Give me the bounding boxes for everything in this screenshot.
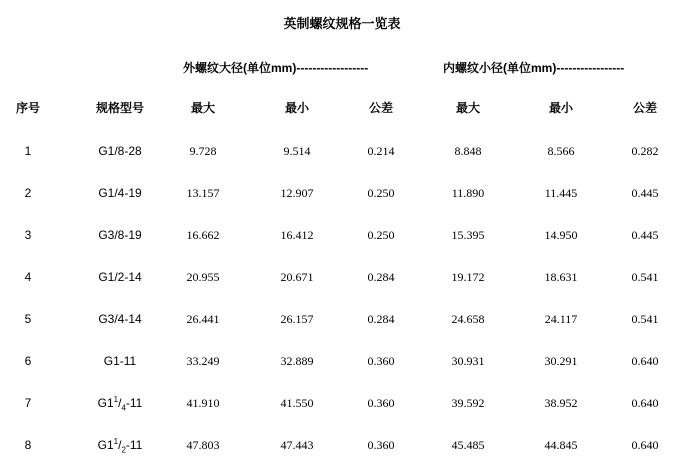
row-spec: G1-11 bbox=[103, 354, 137, 368]
row-outer-tolerance: 0.214 bbox=[367, 144, 395, 158]
row-outer-max: 33.249 bbox=[186, 354, 220, 368]
row-inner-tolerance: 0.541 bbox=[631, 270, 659, 284]
row-inner-tolerance: 0.640 bbox=[631, 396, 659, 410]
spec-fraction-denominator: 2 bbox=[121, 445, 126, 455]
row-inner-min: 11.445 bbox=[544, 186, 578, 200]
page-title: 英制螺纹规格一览表 bbox=[283, 16, 401, 31]
row-outer-max: 47.803 bbox=[186, 438, 220, 452]
row-no: 4 bbox=[24, 270, 32, 284]
row-inner-min: 24.117 bbox=[544, 312, 578, 326]
row-inner-max: 30.931 bbox=[451, 354, 485, 368]
row-inner-max: 24.658 bbox=[451, 312, 485, 326]
row-outer-tolerance: 0.250 bbox=[367, 186, 395, 200]
table-row bbox=[0, 354, 684, 370]
row-inner-max: 19.172 bbox=[451, 270, 485, 284]
header-inner-min: 最小 bbox=[548, 101, 573, 115]
table-row bbox=[0, 270, 684, 286]
row-spec: G1/8-28 bbox=[98, 144, 142, 158]
row-outer-min: 32.889 bbox=[280, 354, 314, 368]
row-outer-max: 41.910 bbox=[186, 396, 220, 410]
table-row bbox=[0, 186, 684, 202]
header-inner-max: 最大 bbox=[455, 101, 480, 115]
table-row bbox=[0, 438, 684, 454]
row-inner-tolerance: 0.640 bbox=[631, 354, 659, 368]
spec-fraction-numerator: 1 bbox=[113, 395, 119, 404]
row-inner-min: 30.291 bbox=[544, 354, 578, 368]
row-outer-min: 41.550 bbox=[280, 396, 314, 410]
row-inner-min: 38.952 bbox=[544, 396, 578, 410]
spec-fraction-numerator: 1 bbox=[113, 437, 119, 446]
table-row bbox=[0, 144, 684, 160]
row-inner-max: 39.592 bbox=[451, 396, 485, 410]
row-outer-max: 9.728 bbox=[189, 144, 217, 158]
row-outer-tolerance: 0.360 bbox=[367, 438, 395, 452]
header-no: 序号 bbox=[15, 101, 40, 115]
row-outer-min: 26.157 bbox=[280, 312, 314, 326]
spec-main: G1 bbox=[97, 396, 114, 410]
row-no: 8 bbox=[24, 438, 32, 452]
row-outer-max: 16.662 bbox=[186, 228, 220, 242]
row-outer-tolerance: 0.360 bbox=[367, 396, 395, 410]
table-row bbox=[0, 228, 684, 244]
row-outer-min: 20.671 bbox=[280, 270, 314, 284]
row-inner-max: 8.848 bbox=[454, 144, 482, 158]
row-outer-max: 20.955 bbox=[186, 270, 220, 284]
row-spec: G3/8-19 bbox=[98, 228, 142, 242]
header-outer-max: 最大 bbox=[190, 101, 215, 115]
row-inner-min: 14.950 bbox=[544, 228, 578, 242]
row-inner-max: 15.395 bbox=[451, 228, 485, 242]
spec-thread-count: -11 bbox=[125, 396, 143, 410]
row-outer-max: 26.441 bbox=[186, 312, 220, 326]
row-no: 5 bbox=[24, 312, 32, 326]
header-outer-tolerance: 公差 bbox=[368, 101, 393, 115]
row-no: 3 bbox=[24, 228, 32, 242]
row-spec: $G1^1/_4-11$ bbox=[97, 395, 143, 413]
row-outer-min: 16.412 bbox=[280, 228, 314, 242]
row-outer-tolerance: 0.284 bbox=[367, 312, 395, 326]
row-inner-max: 11.890 bbox=[451, 186, 485, 200]
row-no: 1 bbox=[24, 144, 32, 158]
row-outer-tolerance: 0.250 bbox=[367, 228, 395, 242]
row-inner-tolerance: 0.445 bbox=[631, 228, 659, 242]
header-outer-min: 最小 bbox=[284, 101, 309, 115]
row-outer-min: 12.907 bbox=[280, 186, 314, 200]
row-inner-tolerance: 0.282 bbox=[631, 144, 659, 158]
outer-diameter-group-header: 外螺纹大径(单位mm)------------------ bbox=[183, 61, 369, 75]
table-row bbox=[0, 312, 684, 328]
table-row bbox=[0, 396, 684, 412]
row-inner-max: 45.485 bbox=[451, 438, 485, 452]
spec-thread-count: -11 bbox=[125, 438, 143, 452]
spec-fraction-denominator: 4 bbox=[121, 403, 126, 413]
header-inner-tolerance: 公差 bbox=[632, 101, 657, 115]
header-spec: 规格型号 bbox=[95, 101, 144, 115]
row-no: 2 bbox=[24, 186, 32, 200]
row-outer-max: 13.157 bbox=[186, 186, 220, 200]
row-inner-tolerance: 0.541 bbox=[631, 312, 659, 326]
row-no: 7 bbox=[24, 396, 32, 410]
row-spec: G3/4-14 bbox=[98, 312, 142, 326]
spec-main: G1 bbox=[97, 438, 114, 452]
row-outer-min: 9.514 bbox=[283, 144, 311, 158]
row-inner-tolerance: 0.445 bbox=[631, 186, 659, 200]
row-spec: G1/4-19 bbox=[98, 186, 142, 200]
row-inner-min: 18.631 bbox=[544, 270, 578, 284]
row-spec: $G1^1/_2-11$ bbox=[97, 437, 143, 455]
row-inner-tolerance: 0.640 bbox=[631, 438, 659, 452]
row-outer-min: 47.443 bbox=[280, 438, 314, 452]
row-no: 6 bbox=[24, 354, 32, 368]
row-outer-tolerance: 0.284 bbox=[367, 270, 395, 284]
row-inner-min: 8.566 bbox=[547, 144, 575, 158]
row-inner-min: 44.845 bbox=[544, 438, 578, 452]
row-outer-tolerance: 0.360 bbox=[367, 354, 395, 368]
inner-diameter-group-header: 内螺纹小径(单位mm)----------------- bbox=[443, 61, 625, 75]
row-spec: G1/2-14 bbox=[98, 270, 142, 284]
